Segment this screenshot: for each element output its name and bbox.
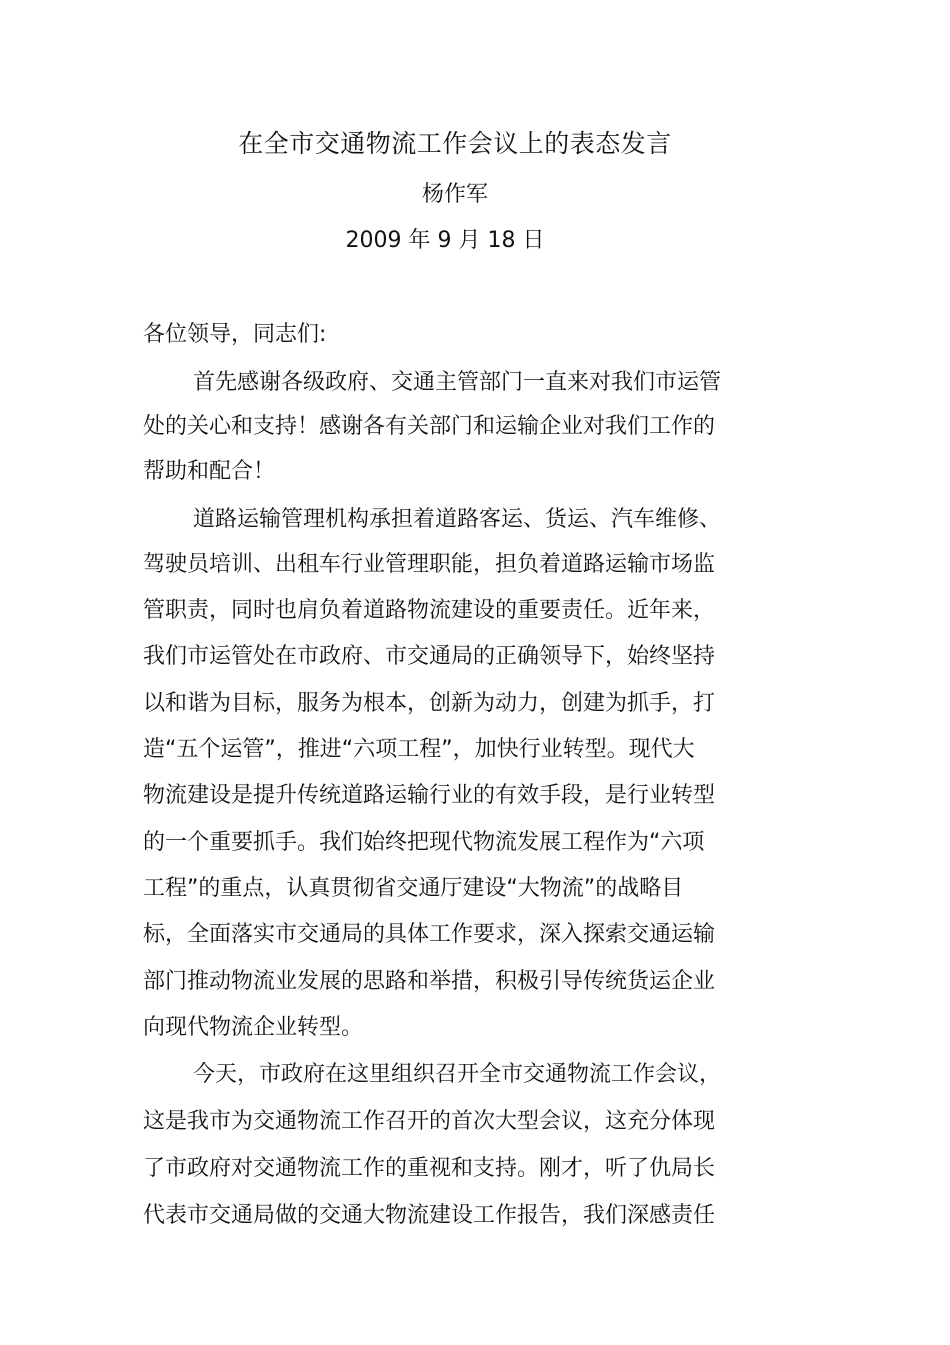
body-line: 处的关心和支持！感谢各有关部门和运输企业对我们工作的 [143,414,716,439]
body-line: 今天，市政府在这里组织召开全市交通物流工作会议， [193,1062,722,1087]
body-line: 这是我市为交通物流工作召开的首次大型会议，这充分体现 [143,1109,716,1134]
body-line: 的一个重要抓手。我们始终把现代物流发展工程作为“六项 [143,830,705,855]
document-date: 2009 年 9 月 18 日 [345,228,545,253]
body-line: 部门推动物流业发展的思路和举措，积极引导传统货运企业 [143,969,716,994]
body-line: 以和谐为目标，服务为根本，创新为动力，创建为抓手，打 [143,691,716,716]
body-line: 了市政府对交通物流工作的重视和支持。刚才，听了仇局长 [143,1156,716,1181]
body-line: 首先感谢各级政府、交通主管部门一直来对我们市运管 [193,370,722,395]
salutation: 各位领导，同志们: [143,322,327,347]
author-name: 杨作军 [421,182,488,207]
body-line: 造“五个运管”，推进“六项工程”，加快行业转型。现代大 [143,737,695,762]
body-line: 标，全面落实市交通局的具体工作要求，深入探索交通运输 [143,922,716,947]
body-line: 道路运输管理机构承担着道路客运、货运、汽车维修、 [193,507,722,532]
body-line: 向现代物流企业转型。 [143,1015,364,1040]
body-line: 管职责，同时也肩负着道路物流建设的重要责任。近年来， [143,598,716,623]
body-line: 物流建设是提升传统道路运输行业的有效手段，是行业转型 [143,783,716,808]
body-line: 帮助和配合！ [143,459,276,484]
document-title: 在全市交通物流工作会议上的表态发言 [238,129,672,158]
body-line: 工程”的重点，认真贯彻省交通厅建设“大物流”的战略目 [143,876,684,901]
body-line: 驾驶员培训、出租车行业管理职能，担负着道路运输市场监 [143,552,716,577]
body-line: 代表市交通局做的交通大物流建设工作报告，我们深感责任 [143,1203,716,1228]
body-line: 我们市运管处在市政府、市交通局的正确领导下，始终坚持 [143,644,716,669]
